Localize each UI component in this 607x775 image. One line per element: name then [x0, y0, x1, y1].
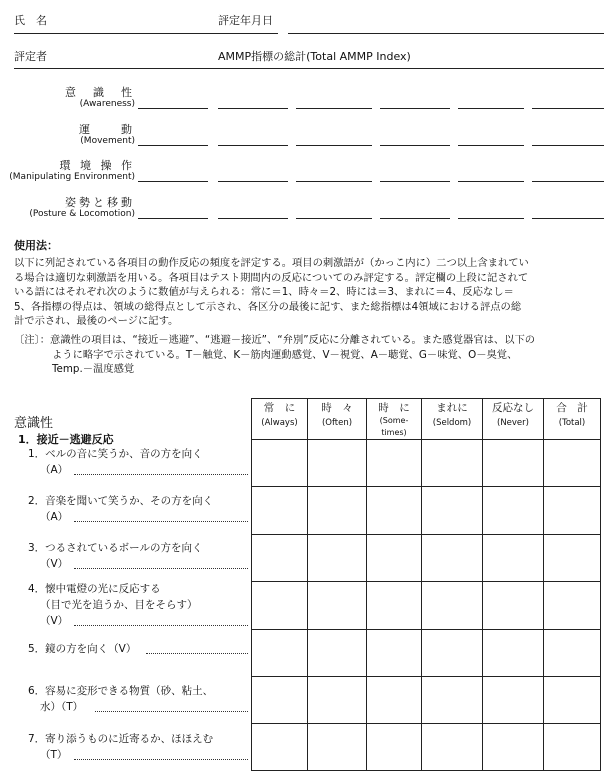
evaluator-label: 評定者 [14, 50, 47, 63]
rating-cell[interactable] [422, 582, 483, 630]
rating-cell[interactable] [367, 440, 422, 487]
item-text: （A） [40, 464, 69, 476]
rating-cell[interactable] [252, 630, 308, 677]
domain-score-line[interactable] [532, 145, 604, 146]
domain-score-line[interactable] [458, 145, 524, 146]
column-header-seldom: まれに (Seldom) [422, 399, 483, 440]
rating-cell[interactable] [252, 487, 308, 535]
column-header-always: 常 に (Always) [252, 399, 308, 440]
rating-cell[interactable] [252, 535, 308, 582]
rating-cell[interactable] [252, 582, 308, 630]
domain-score-line[interactable] [296, 108, 372, 109]
domain-label-en: (Manipulating Environment) [9, 172, 135, 182]
item-text: 2．音楽を聞いて笑うか、その方を向く [28, 495, 214, 507]
rating-cell[interactable] [483, 630, 544, 677]
rating-cell[interactable] [422, 487, 483, 535]
rating-cell[interactable] [544, 487, 601, 535]
section-title: 意識性 [14, 416, 54, 431]
table-row [252, 487, 601, 535]
rating-cell[interactable] [308, 724, 367, 771]
date-label: 評定年月日 [218, 14, 273, 27]
rating-cell[interactable] [422, 677, 483, 724]
evaluator-line[interactable] [14, 68, 604, 69]
column-header-often: 時 々 (Often) [308, 399, 367, 440]
domain-score-line[interactable] [218, 145, 288, 146]
domain-score-line[interactable] [138, 145, 208, 146]
date-field-line-1[interactable] [218, 33, 278, 34]
rating-cell[interactable] [422, 440, 483, 487]
grid-header-row [252, 399, 601, 440]
domain-score-line[interactable] [138, 108, 208, 109]
date-field-line-3[interactable] [384, 33, 480, 34]
domain-score-line[interactable] [138, 181, 208, 182]
rating-cell[interactable] [367, 724, 422, 771]
domain-score-line[interactable] [458, 218, 524, 219]
domain-score-line[interactable] [532, 181, 604, 182]
rating-grid [251, 398, 601, 771]
usage-paragraph: 以下に列記されている各項目の動作反応の頻度を評定する。項目の刺激語が（かっこ内に）二つ以上含まれてい る場合は適切な刺激語を用いる。各項目はテスト期間内の反応についてのみ評定する。評定欄の上段に記されて いる語にはそれぞれ次のように数値が与えられる：常に＝1、時々＝2、時には＝3、まれに＝4、反応なし＝ 5、各指標の得点は、領域の総得点として示され、各区分の最後に記す、また総指標は4領域における評点の総 計で示され、最後のページに記す。 [14, 257, 529, 327]
rating-cell[interactable] [544, 582, 601, 630]
column-header-sometimes: 時 に (Some-times) [367, 399, 422, 440]
date-field-line-4[interactable] [490, 33, 600, 34]
rating-cell[interactable] [308, 487, 367, 535]
domain-label: 環 境 操 作 [59, 159, 135, 172]
item-text: （V） [40, 558, 69, 570]
total-index-label: AMMP指標の総計(Total AMMP Index) [218, 50, 411, 63]
list-item [28, 641, 136, 657]
rating-cell[interactable] [483, 677, 544, 724]
rating-cell[interactable] [544, 440, 601, 487]
domain-score-line[interactable] [380, 218, 450, 219]
rating-cell[interactable] [544, 535, 601, 582]
domain-score-line[interactable] [296, 145, 372, 146]
rating-cell[interactable] [422, 535, 483, 582]
item-text: 1．ベルの音に笑うか、音の方を向く [28, 448, 203, 460]
dotted-leader [146, 653, 249, 654]
rating-cell[interactable] [367, 630, 422, 677]
rating-cell[interactable] [252, 440, 308, 487]
item-text: 3．つるされているボールの方を向く [28, 542, 203, 554]
domain-score-line[interactable] [532, 218, 604, 219]
dotted-leader [74, 625, 249, 626]
domain-score-line[interactable] [380, 145, 450, 146]
dotted-leader [74, 568, 249, 569]
table-row [252, 440, 601, 487]
dotted-leader [95, 711, 249, 712]
rating-cell[interactable] [308, 677, 367, 724]
item-text: （T） [40, 749, 68, 761]
domain-score-line[interactable] [380, 108, 450, 109]
rating-cell[interactable] [422, 724, 483, 771]
rating-cell[interactable] [483, 582, 544, 630]
rating-cell[interactable] [483, 724, 544, 771]
rating-cell[interactable] [252, 677, 308, 724]
rating-cell[interactable] [308, 440, 367, 487]
item-text: 4．懐中電燈の光に反応する [28, 583, 161, 595]
item-text: 5．鏡の方を向く（V） [28, 643, 137, 655]
name-label: 氏 名 [14, 14, 47, 27]
dotted-leader [74, 521, 249, 522]
domain-label: 意 識 性 [65, 86, 135, 99]
domain-score-line[interactable] [218, 108, 288, 109]
rating-cell[interactable] [367, 487, 422, 535]
item-text: 7．寄り添うものに近寄るか、ほほえむ [28, 733, 214, 745]
table-row [252, 582, 601, 630]
rating-cell[interactable] [544, 630, 601, 677]
list-item [28, 581, 198, 629]
rating-cell[interactable] [308, 582, 367, 630]
domain-score-line[interactable] [458, 108, 524, 109]
rating-cell[interactable] [252, 724, 308, 771]
item-text: （A） [40, 511, 69, 523]
domain-score-line[interactable] [380, 181, 450, 182]
table-row [252, 724, 601, 771]
domain-score-line[interactable] [532, 108, 604, 109]
domain-score-line[interactable] [296, 218, 372, 219]
domain-label: 姿勢と移動 [65, 196, 135, 209]
domain-score-line[interactable] [138, 218, 208, 219]
table-row [252, 535, 601, 582]
item-text: 水）（T） [40, 701, 84, 713]
domain-label-en: (Movement) [80, 136, 135, 146]
rating-cell[interactable] [483, 440, 544, 487]
item-text: 6．容易に変形できる物質（砂、粘土、 [28, 685, 214, 697]
rating-cell[interactable] [483, 487, 544, 535]
column-header-total: 合 計 (Total) [544, 399, 601, 440]
table-row [252, 677, 601, 724]
domain-label-en: (Awareness) [79, 99, 135, 109]
dotted-leader [74, 474, 249, 475]
item-text: （V） [40, 615, 69, 627]
date-field-line-2[interactable] [300, 33, 370, 34]
domain-score-line[interactable] [218, 218, 288, 219]
rating-cell[interactable] [483, 535, 544, 582]
domain-label-en: (Posture & Locomotion) [29, 209, 135, 219]
rating-cell[interactable] [422, 630, 483, 677]
table-row [252, 630, 601, 677]
rating-cell[interactable] [308, 535, 367, 582]
domain-label: 運 動 [79, 123, 135, 136]
domain-score-line[interactable] [458, 181, 524, 182]
rating-cell[interactable] [544, 724, 601, 771]
column-header-never: 反応なし (Never) [483, 399, 544, 440]
usage-note: 〔注〕：意識性の項目は、“接近－逃避”、“逃避－接近”、“弁別”反応に分離されている。また感覚器官は、以下の ように略字で示されている。T－触覚、K－筋肉運動感覚、V－視覚、A－聴覚、G－味覚、O－臭覚、 Temp.－温度感覚 [14, 334, 536, 375]
domain-score-line[interactable] [218, 181, 288, 182]
rating-cell[interactable] [367, 535, 422, 582]
dotted-leader [74, 759, 249, 760]
domain-score-line[interactable] [296, 181, 372, 182]
rating-cell[interactable] [544, 677, 601, 724]
rating-cell[interactable] [367, 582, 422, 630]
rating-cell[interactable] [308, 630, 367, 677]
rating-cell[interactable] [367, 677, 422, 724]
item-text: （目で光を追うか、目をそらす） [40, 599, 198, 611]
section-subtitle: 1．接近－逃避反応 [18, 433, 114, 446]
usage-title: 使用法： [14, 239, 58, 252]
